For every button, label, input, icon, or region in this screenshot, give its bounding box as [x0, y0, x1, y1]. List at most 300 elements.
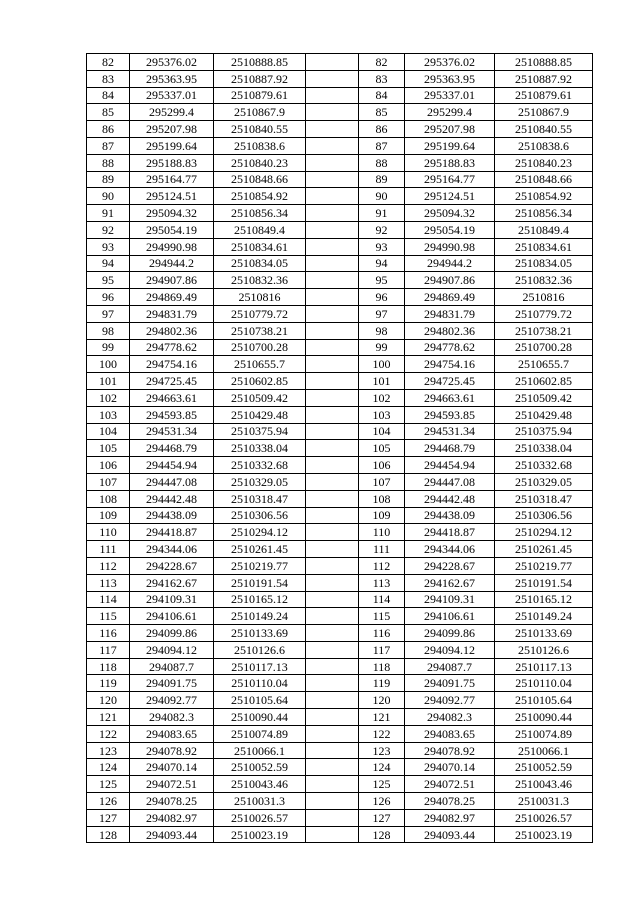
right-x-coordinate-cell: 294228.67 — [405, 557, 495, 574]
left-y-coordinate-cell: 2510375.94 — [214, 423, 306, 440]
right-x-coordinate-cell: 294070.14 — [405, 759, 495, 776]
left-x-coordinate-cell: 294725.45 — [130, 373, 214, 390]
right-point-number-cell: 125 — [359, 776, 405, 793]
right-point-number-cell: 93 — [359, 238, 405, 255]
left-point-number-cell: 84 — [87, 87, 130, 104]
left-y-coordinate-cell: 2510117.13 — [214, 658, 306, 675]
right-y-coordinate-cell: 2510090.44 — [495, 709, 593, 726]
left-x-coordinate-cell: 295094.32 — [130, 205, 214, 222]
left-y-coordinate-cell: 2510338.04 — [214, 440, 306, 457]
table-row — [87, 658, 593, 675]
right-y-coordinate-cell: 2510219.77 — [495, 557, 593, 574]
right-y-coordinate-cell: 2510191.54 — [495, 574, 593, 591]
right-y-coordinate-cell: 2510700.28 — [495, 339, 593, 356]
right-y-coordinate-cell: 2510888.85 — [495, 54, 593, 71]
right-point-number-cell: 106 — [359, 457, 405, 474]
left-y-coordinate-cell: 2510887.92 — [214, 70, 306, 87]
column-gap-cell — [306, 675, 359, 692]
column-gap-cell — [306, 725, 359, 742]
right-point-number-cell: 95 — [359, 272, 405, 289]
right-y-coordinate-cell: 2510738.21 — [495, 322, 593, 339]
right-point-number-cell: 108 — [359, 490, 405, 507]
table-row — [87, 490, 593, 507]
left-point-number-cell: 83 — [87, 70, 130, 87]
right-x-coordinate-cell: 294869.49 — [405, 289, 495, 306]
coordinate-table-body — [87, 54, 593, 843]
right-y-coordinate-cell: 2510110.04 — [495, 675, 593, 692]
column-gap-cell — [306, 70, 359, 87]
left-point-number-cell: 87 — [87, 137, 130, 154]
left-x-coordinate-cell: 294418.87 — [130, 524, 214, 541]
table-row — [87, 692, 593, 709]
column-gap-cell — [306, 625, 359, 642]
right-y-coordinate-cell: 2510074.89 — [495, 725, 593, 742]
column-gap-cell — [306, 742, 359, 759]
right-point-number-cell: 87 — [359, 137, 405, 154]
left-x-coordinate-cell: 294802.36 — [130, 322, 214, 339]
left-y-coordinate-cell: 2510026.57 — [214, 809, 306, 826]
left-point-number-cell: 95 — [87, 272, 130, 289]
right-point-number-cell: 101 — [359, 373, 405, 390]
column-gap-cell — [306, 641, 359, 658]
table-row — [87, 776, 593, 793]
right-y-coordinate-cell: 2510023.19 — [495, 826, 593, 843]
column-gap-cell — [306, 692, 359, 709]
left-point-number-cell: 91 — [87, 205, 130, 222]
right-point-number-cell: 104 — [359, 423, 405, 440]
table-row — [87, 793, 593, 810]
left-y-coordinate-cell: 2510133.69 — [214, 625, 306, 642]
table-row — [87, 625, 593, 642]
table-row — [87, 221, 593, 238]
left-x-coordinate-cell: 294593.85 — [130, 406, 214, 423]
column-gap-cell — [306, 87, 359, 104]
left-point-number-cell: 89 — [87, 171, 130, 188]
right-y-coordinate-cell: 2510854.92 — [495, 188, 593, 205]
table-row — [87, 356, 593, 373]
left-x-coordinate-cell: 294091.75 — [130, 675, 214, 692]
left-x-coordinate-cell: 294454.94 — [130, 457, 214, 474]
right-y-coordinate-cell: 2510429.48 — [495, 406, 593, 423]
right-y-coordinate-cell: 2510126.6 — [495, 641, 593, 658]
left-x-coordinate-cell: 294468.79 — [130, 440, 214, 457]
right-y-coordinate-cell: 2510509.42 — [495, 389, 593, 406]
table-row — [87, 406, 593, 423]
left-point-number-cell: 120 — [87, 692, 130, 709]
table-row — [87, 205, 593, 222]
column-gap-cell — [306, 188, 359, 205]
column-gap-cell — [306, 557, 359, 574]
right-y-coordinate-cell: 2510602.85 — [495, 373, 593, 390]
right-point-number-cell: 113 — [359, 574, 405, 591]
left-y-coordinate-cell: 2510888.85 — [214, 54, 306, 71]
left-y-coordinate-cell: 2510105.64 — [214, 692, 306, 709]
column-gap-cell — [306, 423, 359, 440]
left-x-coordinate-cell: 295188.83 — [130, 154, 214, 171]
left-point-number-cell: 109 — [87, 507, 130, 524]
column-gap-cell — [306, 255, 359, 272]
left-x-coordinate-cell: 294082.97 — [130, 809, 214, 826]
left-y-coordinate-cell: 2510023.19 — [214, 826, 306, 843]
table-row — [87, 389, 593, 406]
right-x-coordinate-cell: 294593.85 — [405, 406, 495, 423]
left-y-coordinate-cell: 2510294.12 — [214, 524, 306, 541]
right-y-coordinate-cell: 2510375.94 — [495, 423, 593, 440]
right-point-number-cell: 127 — [359, 809, 405, 826]
right-x-coordinate-cell: 295363.95 — [405, 70, 495, 87]
right-point-number-cell: 90 — [359, 188, 405, 205]
right-x-coordinate-cell: 294092.77 — [405, 692, 495, 709]
right-x-coordinate-cell: 294990.98 — [405, 238, 495, 255]
right-y-coordinate-cell: 2510329.05 — [495, 473, 593, 490]
right-x-coordinate-cell: 294531.34 — [405, 423, 495, 440]
left-point-number-cell: 111 — [87, 541, 130, 558]
left-x-coordinate-cell: 294092.77 — [130, 692, 214, 709]
right-x-coordinate-cell: 295164.77 — [405, 171, 495, 188]
right-point-number-cell: 114 — [359, 591, 405, 608]
left-y-coordinate-cell: 2510655.7 — [214, 356, 306, 373]
left-y-coordinate-cell: 2510219.77 — [214, 557, 306, 574]
left-point-number-cell: 119 — [87, 675, 130, 692]
left-y-coordinate-cell: 2510306.56 — [214, 507, 306, 524]
right-x-coordinate-cell: 294094.12 — [405, 641, 495, 658]
left-y-coordinate-cell: 2510052.59 — [214, 759, 306, 776]
left-x-coordinate-cell: 294228.67 — [130, 557, 214, 574]
left-point-number-cell: 115 — [87, 608, 130, 625]
right-x-coordinate-cell: 295124.51 — [405, 188, 495, 205]
left-y-coordinate-cell: 2510848.66 — [214, 171, 306, 188]
left-y-coordinate-cell: 2510879.61 — [214, 87, 306, 104]
right-x-coordinate-cell: 294418.87 — [405, 524, 495, 541]
left-y-coordinate-cell: 2510074.89 — [214, 725, 306, 742]
right-y-coordinate-cell: 2510834.05 — [495, 255, 593, 272]
right-x-coordinate-cell: 294083.65 — [405, 725, 495, 742]
left-y-coordinate-cell: 2510429.48 — [214, 406, 306, 423]
right-point-number-cell: 100 — [359, 356, 405, 373]
left-y-coordinate-cell: 2510838.6 — [214, 137, 306, 154]
right-point-number-cell: 105 — [359, 440, 405, 457]
left-point-number-cell: 117 — [87, 641, 130, 658]
right-x-coordinate-cell: 294162.67 — [405, 574, 495, 591]
left-y-coordinate-cell: 2510318.47 — [214, 490, 306, 507]
right-y-coordinate-cell: 2510879.61 — [495, 87, 593, 104]
left-x-coordinate-cell: 294106.61 — [130, 608, 214, 625]
coordinate-table — [86, 53, 593, 843]
column-gap-cell — [306, 524, 359, 541]
left-x-coordinate-cell: 294087.7 — [130, 658, 214, 675]
right-point-number-cell: 88 — [359, 154, 405, 171]
left-x-coordinate-cell: 294442.48 — [130, 490, 214, 507]
left-x-coordinate-cell: 294531.34 — [130, 423, 214, 440]
right-point-number-cell: 83 — [359, 70, 405, 87]
left-point-number-cell: 112 — [87, 557, 130, 574]
right-y-coordinate-cell: 2510105.64 — [495, 692, 593, 709]
right-x-coordinate-cell: 294438.09 — [405, 507, 495, 524]
left-x-coordinate-cell: 294869.49 — [130, 289, 214, 306]
right-point-number-cell: 89 — [359, 171, 405, 188]
table-row — [87, 524, 593, 541]
table-row — [87, 473, 593, 490]
right-point-number-cell: 121 — [359, 709, 405, 726]
right-y-coordinate-cell: 2510318.47 — [495, 490, 593, 507]
column-gap-cell — [306, 608, 359, 625]
left-point-number-cell: 106 — [87, 457, 130, 474]
left-point-number-cell: 104 — [87, 423, 130, 440]
right-y-coordinate-cell: 2510834.61 — [495, 238, 593, 255]
table-row — [87, 608, 593, 625]
table-row — [87, 289, 593, 306]
right-x-coordinate-cell: 295188.83 — [405, 154, 495, 171]
left-x-coordinate-cell: 295363.95 — [130, 70, 214, 87]
table-row — [87, 742, 593, 759]
right-y-coordinate-cell: 2510306.56 — [495, 507, 593, 524]
column-gap-cell — [306, 121, 359, 138]
column-gap-cell — [306, 389, 359, 406]
column-gap-cell — [306, 137, 359, 154]
column-gap-cell — [306, 305, 359, 322]
right-y-coordinate-cell: 2510840.23 — [495, 154, 593, 171]
table-row — [87, 272, 593, 289]
left-point-number-cell: 122 — [87, 725, 130, 742]
table-row — [87, 591, 593, 608]
right-point-number-cell: 97 — [359, 305, 405, 322]
left-y-coordinate-cell: 2510854.92 — [214, 188, 306, 205]
left-point-number-cell: 94 — [87, 255, 130, 272]
left-point-number-cell: 114 — [87, 591, 130, 608]
right-x-coordinate-cell: 294778.62 — [405, 339, 495, 356]
right-point-number-cell: 92 — [359, 221, 405, 238]
left-y-coordinate-cell: 2510509.42 — [214, 389, 306, 406]
right-x-coordinate-cell: 294442.48 — [405, 490, 495, 507]
right-point-number-cell: 102 — [359, 389, 405, 406]
left-x-coordinate-cell: 294944.2 — [130, 255, 214, 272]
right-y-coordinate-cell: 2510848.66 — [495, 171, 593, 188]
column-gap-cell — [306, 356, 359, 373]
right-y-coordinate-cell: 2510856.34 — [495, 205, 593, 222]
left-x-coordinate-cell: 294099.86 — [130, 625, 214, 642]
left-point-number-cell: 116 — [87, 625, 130, 642]
left-x-coordinate-cell: 295124.51 — [130, 188, 214, 205]
table-row — [87, 423, 593, 440]
left-y-coordinate-cell: 2510779.72 — [214, 305, 306, 322]
column-gap-cell — [306, 541, 359, 558]
left-point-number-cell: 123 — [87, 742, 130, 759]
right-y-coordinate-cell: 2510779.72 — [495, 305, 593, 322]
table-row — [87, 759, 593, 776]
column-gap-cell — [306, 658, 359, 675]
left-y-coordinate-cell: 2510602.85 — [214, 373, 306, 390]
left-y-coordinate-cell: 2510261.45 — [214, 541, 306, 558]
table-row — [87, 154, 593, 171]
left-y-coordinate-cell: 2510043.46 — [214, 776, 306, 793]
column-gap-cell — [306, 709, 359, 726]
left-x-coordinate-cell: 294094.12 — [130, 641, 214, 658]
table-row — [87, 541, 593, 558]
left-point-number-cell: 105 — [87, 440, 130, 457]
right-x-coordinate-cell: 295299.4 — [405, 104, 495, 121]
table-row — [87, 440, 593, 457]
left-point-number-cell: 125 — [87, 776, 130, 793]
column-gap-cell — [306, 776, 359, 793]
right-y-coordinate-cell: 2510655.7 — [495, 356, 593, 373]
right-point-number-cell: 120 — [359, 692, 405, 709]
column-gap-cell — [306, 591, 359, 608]
left-point-number-cell: 85 — [87, 104, 130, 121]
left-point-number-cell: 98 — [87, 322, 130, 339]
left-y-coordinate-cell: 2510867.9 — [214, 104, 306, 121]
left-x-coordinate-cell: 294907.86 — [130, 272, 214, 289]
column-gap-cell — [306, 793, 359, 810]
column-gap-cell — [306, 154, 359, 171]
right-point-number-cell: 85 — [359, 104, 405, 121]
table-row — [87, 826, 593, 843]
left-x-coordinate-cell: 294438.09 — [130, 507, 214, 524]
right-x-coordinate-cell: 295054.19 — [405, 221, 495, 238]
left-point-number-cell: 96 — [87, 289, 130, 306]
table-row — [87, 121, 593, 138]
right-y-coordinate-cell: 2510887.92 — [495, 70, 593, 87]
left-y-coordinate-cell: 2510110.04 — [214, 675, 306, 692]
right-point-number-cell: 111 — [359, 541, 405, 558]
left-y-coordinate-cell: 2510126.6 — [214, 641, 306, 658]
table-row — [87, 70, 593, 87]
right-point-number-cell: 124 — [359, 759, 405, 776]
right-point-number-cell: 117 — [359, 641, 405, 658]
left-y-coordinate-cell: 2510191.54 — [214, 574, 306, 591]
left-point-number-cell: 100 — [87, 356, 130, 373]
right-point-number-cell: 109 — [359, 507, 405, 524]
left-y-coordinate-cell: 2510832.36 — [214, 272, 306, 289]
right-y-coordinate-cell: 2510031.3 — [495, 793, 593, 810]
column-gap-cell — [306, 826, 359, 843]
left-y-coordinate-cell: 2510031.3 — [214, 793, 306, 810]
table-row — [87, 725, 593, 742]
left-x-coordinate-cell: 294083.65 — [130, 725, 214, 742]
right-point-number-cell: 84 — [359, 87, 405, 104]
table-row — [87, 322, 593, 339]
right-x-coordinate-cell: 295376.02 — [405, 54, 495, 71]
right-y-coordinate-cell: 2510043.46 — [495, 776, 593, 793]
right-point-number-cell: 112 — [359, 557, 405, 574]
left-point-number-cell: 108 — [87, 490, 130, 507]
column-gap-cell — [306, 507, 359, 524]
left-x-coordinate-cell: 294070.14 — [130, 759, 214, 776]
right-y-coordinate-cell: 2510052.59 — [495, 759, 593, 776]
left-x-coordinate-cell: 295299.4 — [130, 104, 214, 121]
table-row — [87, 305, 593, 322]
column-gap-cell — [306, 759, 359, 776]
left-x-coordinate-cell: 294078.25 — [130, 793, 214, 810]
right-point-number-cell: 99 — [359, 339, 405, 356]
right-y-coordinate-cell: 2510840.55 — [495, 121, 593, 138]
column-gap-cell — [306, 406, 359, 423]
table-row — [87, 171, 593, 188]
right-x-coordinate-cell: 294344.06 — [405, 541, 495, 558]
left-y-coordinate-cell: 2510738.21 — [214, 322, 306, 339]
table-row — [87, 373, 593, 390]
right-x-coordinate-cell: 295199.64 — [405, 137, 495, 154]
left-x-coordinate-cell: 294162.67 — [130, 574, 214, 591]
right-point-number-cell: 91 — [359, 205, 405, 222]
right-y-coordinate-cell: 2510338.04 — [495, 440, 593, 457]
left-point-number-cell: 128 — [87, 826, 130, 843]
column-gap-cell — [306, 373, 359, 390]
table-row — [87, 809, 593, 826]
right-x-coordinate-cell: 294087.7 — [405, 658, 495, 675]
table-row — [87, 339, 593, 356]
left-x-coordinate-cell: 294754.16 — [130, 356, 214, 373]
right-x-coordinate-cell: 294907.86 — [405, 272, 495, 289]
column-gap-cell — [306, 457, 359, 474]
table-row — [87, 709, 593, 726]
left-point-number-cell: 126 — [87, 793, 130, 810]
left-point-number-cell: 90 — [87, 188, 130, 205]
left-x-coordinate-cell: 295337.01 — [130, 87, 214, 104]
right-point-number-cell: 86 — [359, 121, 405, 138]
left-x-coordinate-cell: 294093.44 — [130, 826, 214, 843]
right-point-number-cell: 110 — [359, 524, 405, 541]
left-point-number-cell: 97 — [87, 305, 130, 322]
table-row — [87, 87, 593, 104]
right-x-coordinate-cell: 294091.75 — [405, 675, 495, 692]
left-y-coordinate-cell: 2510090.44 — [214, 709, 306, 726]
right-y-coordinate-cell: 2510261.45 — [495, 541, 593, 558]
left-x-coordinate-cell: 294078.92 — [130, 742, 214, 759]
left-y-coordinate-cell: 2510840.23 — [214, 154, 306, 171]
right-y-coordinate-cell: 2510832.36 — [495, 272, 593, 289]
right-point-number-cell: 116 — [359, 625, 405, 642]
right-point-number-cell: 118 — [359, 658, 405, 675]
right-point-number-cell: 119 — [359, 675, 405, 692]
table-row — [87, 188, 593, 205]
column-gap-cell — [306, 490, 359, 507]
table-row — [87, 255, 593, 272]
left-x-coordinate-cell: 294447.08 — [130, 473, 214, 490]
left-point-number-cell: 102 — [87, 389, 130, 406]
left-x-coordinate-cell: 295207.98 — [130, 121, 214, 138]
left-y-coordinate-cell: 2510332.68 — [214, 457, 306, 474]
left-point-number-cell: 127 — [87, 809, 130, 826]
left-x-coordinate-cell: 294109.31 — [130, 591, 214, 608]
column-gap-cell — [306, 221, 359, 238]
left-y-coordinate-cell: 2510700.28 — [214, 339, 306, 356]
table-row — [87, 675, 593, 692]
right-x-coordinate-cell: 294663.61 — [405, 389, 495, 406]
right-y-coordinate-cell: 2510133.69 — [495, 625, 593, 642]
left-x-coordinate-cell: 294072.51 — [130, 776, 214, 793]
left-point-number-cell: 110 — [87, 524, 130, 541]
left-point-number-cell: 124 — [87, 759, 130, 776]
right-y-coordinate-cell: 2510332.68 — [495, 457, 593, 474]
left-point-number-cell: 107 — [87, 473, 130, 490]
right-x-coordinate-cell: 294106.61 — [405, 608, 495, 625]
left-point-number-cell: 103 — [87, 406, 130, 423]
right-y-coordinate-cell: 2510165.12 — [495, 591, 593, 608]
column-gap-cell — [306, 205, 359, 222]
right-x-coordinate-cell: 294802.36 — [405, 322, 495, 339]
column-gap-cell — [306, 322, 359, 339]
right-y-coordinate-cell: 2510838.6 — [495, 137, 593, 154]
right-point-number-cell: 128 — [359, 826, 405, 843]
right-x-coordinate-cell: 294468.79 — [405, 440, 495, 457]
right-x-coordinate-cell: 294082.97 — [405, 809, 495, 826]
right-y-coordinate-cell: 2510867.9 — [495, 104, 593, 121]
table-row — [87, 457, 593, 474]
left-y-coordinate-cell: 2510066.1 — [214, 742, 306, 759]
right-x-coordinate-cell: 294082.3 — [405, 709, 495, 726]
left-y-coordinate-cell: 2510816 — [214, 289, 306, 306]
right-point-number-cell: 96 — [359, 289, 405, 306]
